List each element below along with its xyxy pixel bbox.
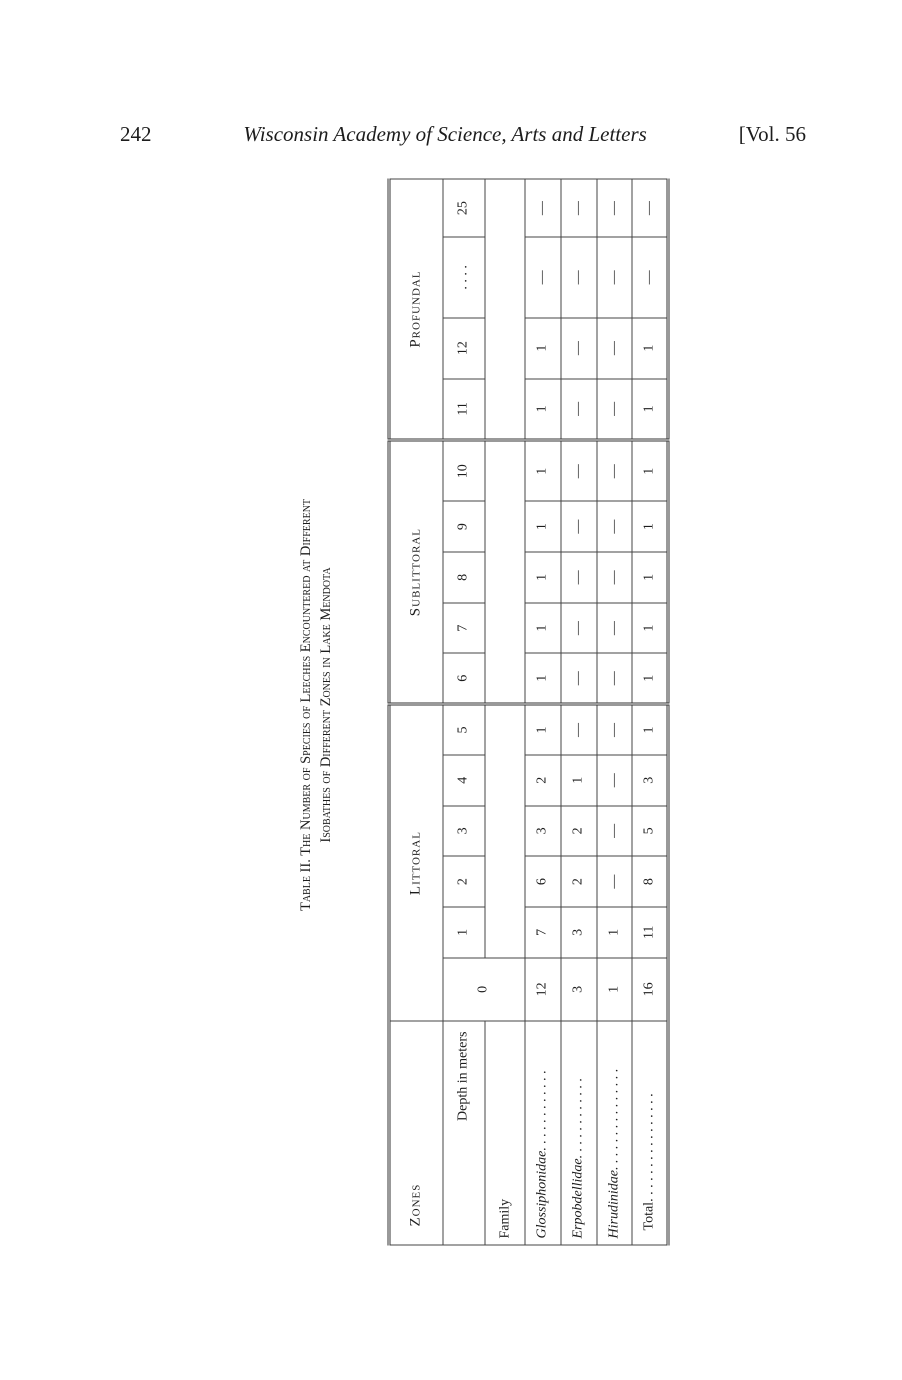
leech-species-table bbox=[387, 178, 669, 1245]
value-cell: — bbox=[560, 317, 596, 378]
journal-title: Wisconsin Academy of Science, Arts and Letters bbox=[243, 122, 647, 146]
value-cell: 1 bbox=[525, 501, 561, 552]
value-cell: — bbox=[560, 602, 596, 653]
value-cell: 3 bbox=[525, 805, 561, 856]
value-cell: — bbox=[560, 378, 596, 439]
total-label: Total. . . . . . . . . . . . . . . . bbox=[632, 1021, 668, 1245]
value-cell: 3 bbox=[560, 957, 596, 1020]
value-cell: — bbox=[560, 179, 596, 237]
value-cell: — bbox=[560, 653, 596, 704]
total-cell: 8 bbox=[632, 856, 668, 907]
depth-cell: 6 bbox=[442, 653, 484, 704]
value-cell: — bbox=[560, 704, 596, 755]
value-cell: — bbox=[596, 440, 632, 501]
value-cell: 2 bbox=[525, 754, 561, 805]
total-cell: 5 bbox=[632, 805, 668, 856]
total-row bbox=[632, 179, 668, 1245]
total-cell: 1 bbox=[632, 378, 668, 439]
depth-label: Depth in meters bbox=[442, 1021, 484, 1245]
value-cell: — bbox=[596, 754, 632, 805]
depth-cell: 8 bbox=[442, 552, 484, 603]
value-cell: — bbox=[596, 501, 632, 552]
value-cell: 1 bbox=[525, 317, 561, 378]
depth-cell: 10 bbox=[442, 440, 484, 501]
value-cell: — bbox=[596, 602, 632, 653]
value-cell: — bbox=[560, 440, 596, 501]
depth-cell: 9 bbox=[442, 501, 484, 552]
value-cell: 1 bbox=[525, 704, 561, 755]
value-cell: 1 bbox=[525, 378, 561, 439]
value-cell: 3 bbox=[560, 906, 596, 957]
total-cell: 16 bbox=[632, 957, 668, 1020]
blank-cell bbox=[484, 179, 524, 440]
value-cell: — bbox=[560, 237, 596, 317]
volume-label: [Vol. 56 bbox=[738, 122, 806, 146]
value-cell: — bbox=[560, 552, 596, 603]
table-caption bbox=[296, 305, 340, 1105]
blank-cell bbox=[484, 704, 524, 958]
value-cell: — bbox=[596, 704, 632, 755]
value-cell: — bbox=[560, 501, 596, 552]
zone-littoral: Littoral bbox=[389, 704, 443, 1021]
family-name: Erpobdellidae. . . . . . . . . . . . bbox=[560, 1021, 596, 1245]
value-cell: — bbox=[596, 317, 632, 378]
value-cell: — bbox=[525, 237, 561, 317]
value-cell: 1 bbox=[596, 906, 632, 957]
table-row bbox=[525, 179, 561, 1245]
table-row bbox=[596, 179, 632, 1245]
zones-header: Zones bbox=[389, 1021, 443, 1245]
total-cell: 3 bbox=[632, 754, 668, 805]
depth-cell: 5 bbox=[442, 704, 484, 755]
depth-cell: 1 bbox=[442, 906, 484, 957]
value-cell: 2 bbox=[560, 805, 596, 856]
caption-line-1: Table II. The Number of Species of Leeches Encountered at Different bbox=[298, 498, 314, 912]
value-cell: 1 bbox=[525, 440, 561, 501]
caption-line-2: Isobathes of Different Zones in Lake Mendota bbox=[318, 567, 334, 843]
depth-cell: 7 bbox=[442, 602, 484, 653]
total-cell: 1 bbox=[632, 317, 668, 378]
depth-cell: 2 bbox=[442, 856, 484, 907]
value-cell: — bbox=[596, 237, 632, 317]
value-cell: 1 bbox=[525, 602, 561, 653]
value-cell: — bbox=[525, 179, 561, 237]
depth-cell: . . . . bbox=[442, 237, 484, 317]
family-label: Family bbox=[484, 1021, 524, 1245]
total-cell: 11 bbox=[632, 906, 668, 957]
value-cell: 1 bbox=[596, 957, 632, 1020]
depth-cell: 3 bbox=[442, 805, 484, 856]
page-number: 242 bbox=[120, 122, 152, 146]
running-head bbox=[120, 122, 806, 147]
depth-cell: 11 bbox=[442, 378, 484, 439]
value-cell: 6 bbox=[525, 856, 561, 907]
total-cell: 1 bbox=[632, 704, 668, 755]
table-row bbox=[560, 179, 596, 1245]
total-cell: 1 bbox=[632, 653, 668, 704]
zone-sublittoral: Sublittoral bbox=[389, 440, 443, 704]
total-cell: — bbox=[632, 179, 668, 237]
value-cell: — bbox=[596, 378, 632, 439]
blank-cell bbox=[484, 440, 524, 704]
family-name: Glossiphonidae. . . . . . . . . . . . bbox=[525, 1021, 561, 1245]
value-cell: — bbox=[596, 653, 632, 704]
value-cell: 1 bbox=[525, 653, 561, 704]
depth-cell: 12 bbox=[442, 317, 484, 378]
value-cell: — bbox=[596, 856, 632, 907]
total-cell: — bbox=[632, 237, 668, 317]
depth-cell: 4 bbox=[442, 754, 484, 805]
value-cell: — bbox=[596, 805, 632, 856]
value-cell: — bbox=[596, 552, 632, 603]
depth-cell: 0 bbox=[442, 957, 525, 1020]
value-cell: 2 bbox=[560, 856, 596, 907]
total-cell: 1 bbox=[632, 501, 668, 552]
total-cell: 1 bbox=[632, 552, 668, 603]
total-cell: 1 bbox=[632, 602, 668, 653]
depth-cell: 25 bbox=[442, 179, 484, 237]
value-cell: 1 bbox=[525, 552, 561, 603]
value-cell: 12 bbox=[525, 957, 561, 1020]
family-name: Hirudinidae. . . . . . . . . . . . . . . bbox=[596, 1021, 632, 1245]
value-cell: 7 bbox=[525, 906, 561, 957]
value-cell: — bbox=[596, 179, 632, 237]
zone-profundal: Profundal bbox=[389, 179, 443, 440]
total-cell: 1 bbox=[632, 440, 668, 501]
value-cell: 1 bbox=[560, 754, 596, 805]
